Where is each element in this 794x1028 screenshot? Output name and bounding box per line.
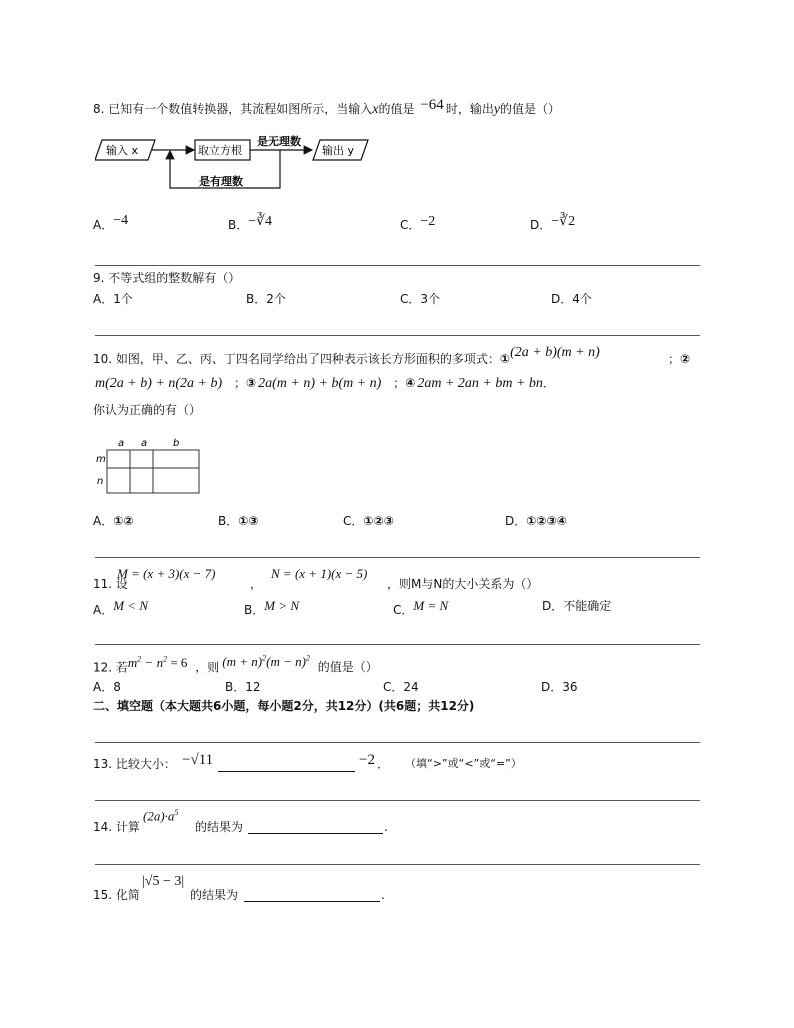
q8-option-d[interactable]: D．−∛2 xyxy=(530,214,576,232)
q11-expr-n: N = (x + 1)(x − 5) xyxy=(271,566,368,581)
q8-option-c[interactable]: C．−2 xyxy=(400,214,436,232)
q14-prefix: 14. 计算 xyxy=(93,820,140,834)
input-value: −64 xyxy=(420,97,444,113)
q12-condition: $m^2 - n^2 = 6$ xyxy=(127,655,188,671)
circled-3: ③ xyxy=(245,376,257,390)
separator xyxy=(95,800,700,801)
q12-option-d[interactable]: D．36 xyxy=(541,680,578,694)
flow-label-rational: 是有理数 xyxy=(199,175,243,188)
q10-stem-line2: m(2a + b) + n(2a + b) ；③ 2a(m + n) + b(m + n) ；④ 2am + 2an + bm + bn． xyxy=(95,376,555,391)
q8-flowchart xyxy=(95,130,375,195)
fig-label-m: m xyxy=(96,454,106,465)
fig-label-b: b xyxy=(173,438,180,449)
q10-expr-3: 2a(m + n) + b(m + n) xyxy=(258,376,382,391)
circled-1: ① xyxy=(499,352,511,366)
q8-stem: 8. 已知有一个数值转换器，其流程如图所示，当输入x的值是 −64 时，输出y的值是（） xyxy=(93,97,561,117)
q15-prefix: 15. 化简 xyxy=(93,888,140,902)
q11-option-c[interactable]: C．M = N xyxy=(393,598,449,617)
q12-stem: 12. 若$m^2 - n^2 = 6$ ，则 $(m + n)^2(m - n)^2$ 的值是（） xyxy=(93,654,378,675)
q11-option-a[interactable]: A．M < N xyxy=(93,598,148,617)
q15-answer-blank[interactable] xyxy=(244,901,380,902)
q13-prefix: 13. 比较大小： xyxy=(93,757,176,771)
q11-suffix: ，则M与N的大小关系为（） xyxy=(387,577,539,591)
fig-label-a2: a xyxy=(141,438,148,449)
q13-answer-blank[interactable] xyxy=(218,771,355,772)
circled-4: ④ xyxy=(405,376,416,390)
separator xyxy=(95,335,700,336)
q9-stem: 9. 不等式组的整数解有（） xyxy=(93,271,241,285)
q10-option-a[interactable]: A．①② xyxy=(93,514,134,528)
q10-rectangle-figure xyxy=(93,436,208,496)
q15-expression: |√5 − 3| xyxy=(142,874,185,889)
separator xyxy=(95,644,700,645)
q12-option-b[interactable]: B．12 xyxy=(225,680,261,694)
q9-option-b[interactable]: B．2个 xyxy=(246,292,286,306)
var-y: y xyxy=(493,102,501,117)
q11-option-b[interactable]: B．M > N xyxy=(244,598,300,617)
q10-expr-2: m(2a + b) + n(2a + b) xyxy=(95,376,223,391)
q14-answer-blank[interactable] xyxy=(248,833,383,834)
fig-label-a1: a xyxy=(118,438,125,449)
q13-left-value: −√11 xyxy=(182,752,214,768)
q14-end: . xyxy=(384,820,388,834)
q11-stem: 11. 设 xyxy=(93,577,128,591)
q9-option-a[interactable]: A．1个 xyxy=(93,292,133,306)
q14-suffix: 的结果为 xyxy=(195,820,244,834)
q13-hint: （填“>”或“<”或“=”） xyxy=(405,757,522,770)
separator xyxy=(95,557,700,558)
circled-2: ② xyxy=(680,352,691,366)
q10-option-b[interactable]: B．①③ xyxy=(218,514,259,528)
flow-output-label: 输出 y xyxy=(322,144,355,157)
q12-option-a[interactable]: A．8 xyxy=(93,680,121,694)
q12-expression: $(m + n)^2(m - n)^2$ xyxy=(222,654,310,670)
q11-comma: ， xyxy=(250,577,263,591)
q10-stem-line3: 你认为正确的有（） xyxy=(93,403,202,417)
separator xyxy=(95,742,700,743)
q11-expr-m: M = (x + 3)(x − 7) xyxy=(117,566,216,581)
q15-suffix: 的结果为 xyxy=(190,888,239,902)
q10-semi-2: ；② xyxy=(668,352,691,366)
q12-option-c[interactable]: C．24 xyxy=(383,680,419,694)
q13-dot: ． xyxy=(377,757,390,771)
q10-option-d[interactable]: D．①②③④ xyxy=(505,514,567,528)
flow-input-label: 输入 x xyxy=(106,144,139,157)
section-2-title: 二、填空题（本大题共6小题，每小题2分，共12分）(共6题；共12分) xyxy=(93,699,475,713)
q13-right-value: −2 xyxy=(359,752,375,768)
separator xyxy=(95,265,700,266)
q10-stem-line1: 10. 如图，甲、乙、丙、丁四名同学给出了四种表示该长方形面积的多项式：①(2a + b)(m + n) xyxy=(93,345,600,366)
q9-option-c[interactable]: C．3个 xyxy=(400,292,441,306)
q9-option-d[interactable]: D．4个 xyxy=(551,292,592,306)
q14-expression: $(2a)\cdot a^5$ xyxy=(143,808,179,824)
fig-label-n: n xyxy=(97,476,104,487)
var-x: x xyxy=(372,102,379,117)
flow-process-label: 取立方根 xyxy=(198,144,242,157)
q10-expr-4: 2am + 2an + bm + bn xyxy=(417,376,543,391)
q10-expr-1: (2a + b)(m + n) xyxy=(510,345,600,360)
flow-label-irrational: 是无理数 xyxy=(257,135,301,148)
q8-option-b[interactable]: B．−∛4 xyxy=(228,214,273,232)
separator xyxy=(95,864,700,865)
q10-option-c[interactable]: C．①②③ xyxy=(343,514,394,528)
q8-option-a[interactable]: A．−4 xyxy=(93,213,129,232)
q11-option-d[interactable]: D．不能确定 xyxy=(542,599,612,613)
q15-end: . xyxy=(381,888,385,902)
